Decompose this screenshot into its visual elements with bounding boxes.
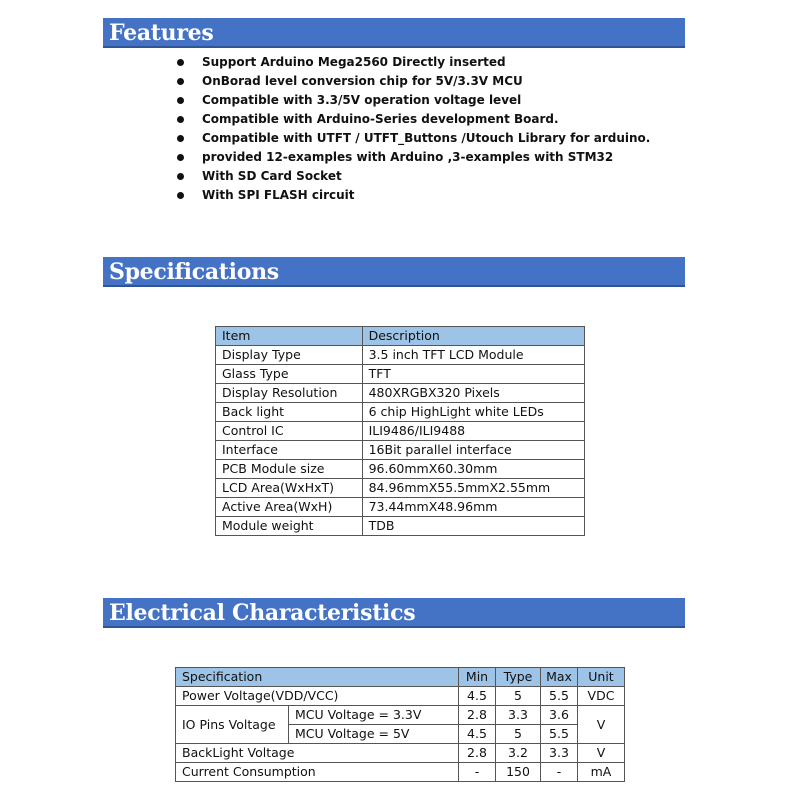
table-cell: 3.5 inch TFT LCD Module [362,346,584,365]
table-row [216,403,585,422]
table-row [176,763,625,782]
bullet-icon [177,97,184,104]
table-cell: 5.5 [541,725,578,744]
table-cell: V [578,706,625,744]
feature-text: Compatible with Arduino-Series development Board. [202,112,559,126]
table-cell: MCU Voltage = 5V [289,725,459,744]
table-row [216,460,585,479]
features-header [103,18,685,48]
bullet-icon [177,59,184,66]
bullet-icon [177,192,184,199]
specifications-header [103,257,685,287]
table-cell: Display Resolution [216,384,363,403]
table-cell: IO Pins Voltage [176,706,289,744]
table-cell: - [541,763,578,782]
table-cell: V [578,744,625,763]
table-cell: VDC [578,687,625,706]
table-row [216,384,585,403]
spec-table [215,326,585,536]
bullet-icon [177,78,184,85]
specifications-title: Specifications [109,259,279,285]
table-cell: - [459,763,496,782]
table-cell: 84.96mmX55.5mmX2.55mm [362,479,584,498]
list-item [176,167,650,186]
feature-text: Compatible with 3.3/5V operation voltage level [202,93,522,107]
table-cell: Active Area(WxH) [216,498,363,517]
table-cell: 2.8 [459,706,496,725]
table-row [176,744,625,763]
table-header-row [176,668,625,687]
table-cell: Power Voltage(VDD/VCC) [176,687,459,706]
list-item [176,53,650,72]
header-cell: Description [362,327,584,346]
header-cell: Min [459,668,496,687]
table-cell: Control IC [216,422,363,441]
feature-text: With SPI FLASH circuit [202,188,355,202]
table-cell: Back light [216,403,363,422]
table-cell: mA [578,763,625,782]
table-cell: 3.3 [496,706,541,725]
table-row [216,422,585,441]
table-cell: Interface [216,441,363,460]
table-cell: PCB Module size [216,460,363,479]
features-list [176,53,650,205]
table-cell: BackLight Voltage [176,744,459,763]
list-item [176,110,650,129]
table-cell: 2.8 [459,744,496,763]
list-item [176,72,650,91]
electrical-title: Electrical Characteristics [109,600,416,626]
table-cell: 3.6 [541,706,578,725]
header-cell: Specification [176,668,459,687]
table-cell: 4.5 [459,725,496,744]
table-cell: TFT [362,365,584,384]
table-cell: 73.44mmX48.96mm [362,498,584,517]
list-item [176,186,650,205]
table-cell: MCU Voltage = 3.3V [289,706,459,725]
list-item [176,129,650,148]
electrical-table [175,667,625,782]
table-row [216,479,585,498]
table-header-row [216,327,585,346]
bullet-icon [177,116,184,123]
table-cell: Display Type [216,346,363,365]
table-row [216,346,585,365]
header-cell: Item [216,327,363,346]
table-row [176,687,625,706]
table-cell: LCD Area(WxHxT) [216,479,363,498]
table-cell: Glass Type [216,365,363,384]
table-cell: 5 [496,687,541,706]
table-cell: Module weight [216,517,363,536]
table-row [216,517,585,536]
table-cell: 3.2 [496,744,541,763]
list-item [176,148,650,167]
feature-text: provided 12-examples with Arduino ,3-examples with STM32 [202,150,614,164]
table-cell: Current Consumption [176,763,459,782]
header-cell: Unit [578,668,625,687]
table-cell: 3.3 [541,744,578,763]
feature-text: OnBorad level conversion chip for 5V/3.3V MCU [202,74,523,88]
feature-text: Compatible with UTFT / UTFT_Buttons /Utouch Library for arduino. [202,131,651,145]
table-cell: 5 [496,725,541,744]
feature-text: Support Arduino Mega2560 Directly inserted [202,55,506,69]
table-cell: 5.5 [541,687,578,706]
bullet-icon [177,135,184,142]
table-cell: 16Bit parallel interface [362,441,584,460]
table-cell: 150 [496,763,541,782]
table-cell: 96.60mmX60.30mm [362,460,584,479]
table-cell: 4.5 [459,687,496,706]
bullet-icon [177,154,184,161]
table-row [216,365,585,384]
table-row [176,706,625,725]
feature-text: With SD Card Socket [202,169,342,183]
table-cell: 6 chip HighLight white LEDs [362,403,584,422]
electrical-header [103,598,685,628]
bullet-icon [177,173,184,180]
header-cell: Max [541,668,578,687]
table-cell: ILI9486/ILI9488 [362,422,584,441]
features-title: Features [109,20,214,46]
table-row [216,441,585,460]
list-item [176,91,650,110]
header-cell: Type [496,668,541,687]
table-row [216,498,585,517]
table-cell: TDB [362,517,584,536]
table-cell: 480XRGBX320 Pixels [362,384,584,403]
